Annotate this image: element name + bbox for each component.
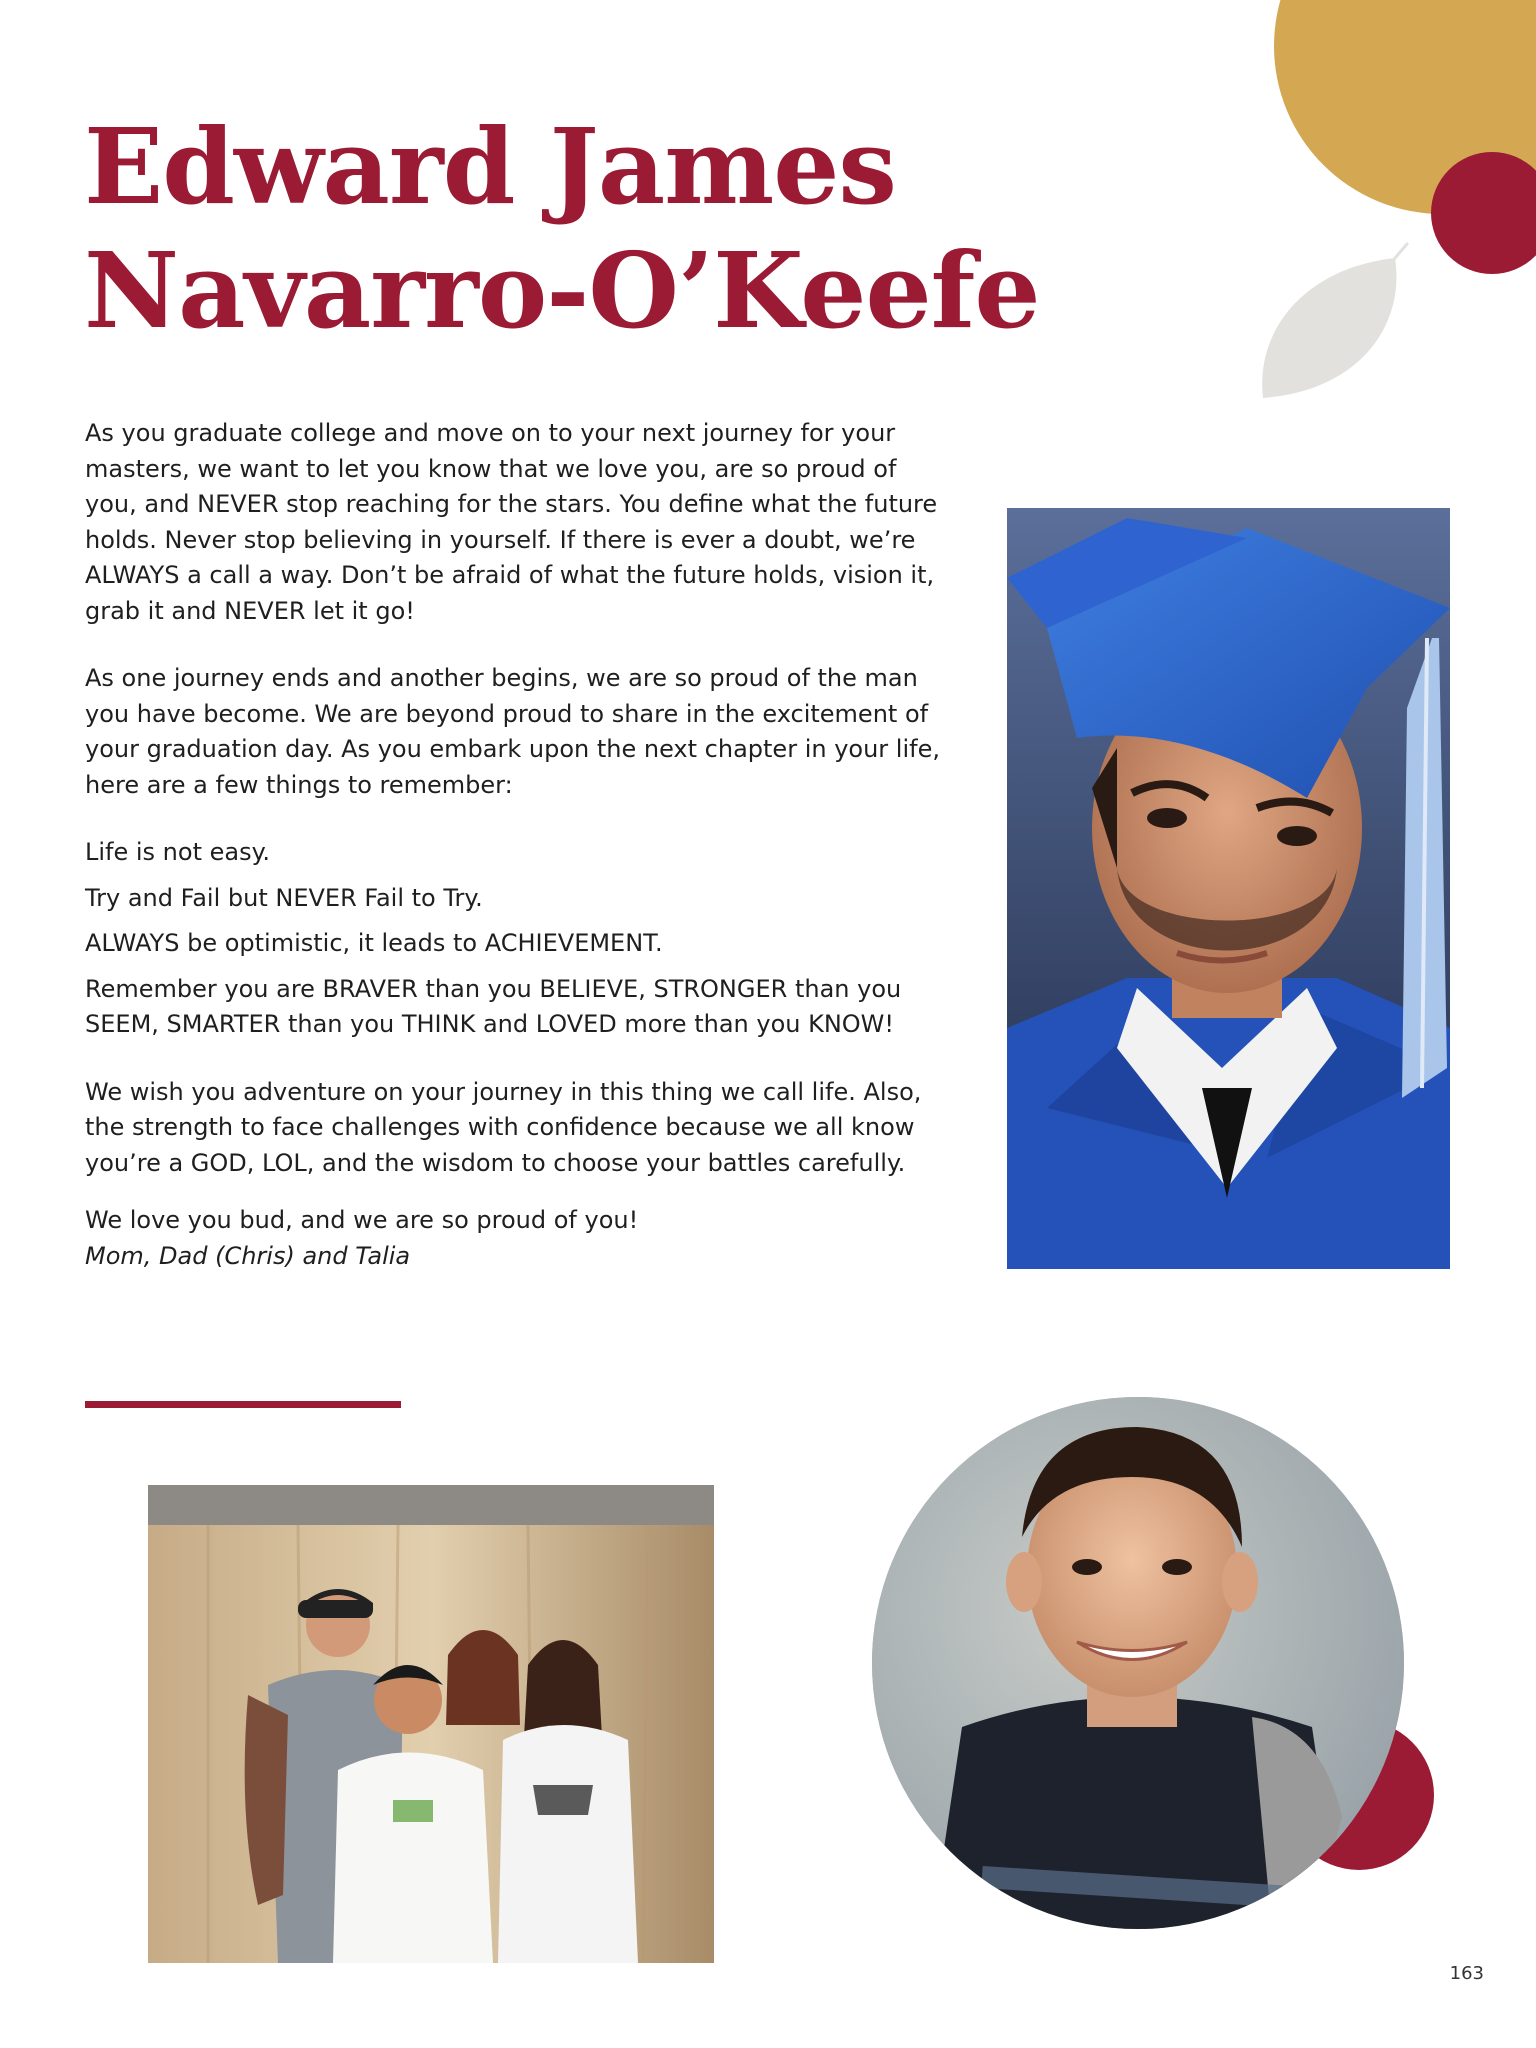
page-number: 163 — [1449, 1963, 1484, 1984]
title-line-1: Edward James — [84, 105, 896, 228]
letter-signature: Mom, Dad (Chris) and Talia — [85, 1241, 411, 1270]
title-line-2: Navarro-O’Keefe — [84, 229, 1040, 352]
reminder-item: Remember you are BRAVER than you BELIEVE, STRONGER than you SEEM, SMARTER than you THINK and LOVED more than you KNOW! — [85, 974, 902, 1038]
letter-closing: We love you bud, and we are so proud of you! — [85, 1206, 639, 1234]
red-circle-decoration — [1431, 152, 1536, 274]
page-title — [84, 105, 1084, 353]
leaf-icon — [1255, 240, 1415, 410]
reminder-item: Try and Fail but NEVER Fail to Try. — [85, 883, 483, 912]
graduation-portrait-photo — [1007, 508, 1450, 1269]
childhood-portrait-photo — [872, 1397, 1404, 1929]
reminder-item: Life is not easy. — [85, 838, 271, 866]
letter-paragraph-1: As you graduate college and move on to your next journey for your masters, we want to let you know that we love you, are so proud of you, and NEVER stop reaching for the stars. You define what the future holds. Never stop believing in yourself. If there is ever a doubt, we’re ALWAYS a call a way. Don’t be afraid of what the future holds, vision it, grab it and NEVER let it go! — [85, 419, 938, 625]
accent-rule — [85, 1401, 401, 1408]
letter-body — [85, 416, 945, 1274]
reminder-item: ALWAYS be optimistic, it leads to ACHIEVEMENT. — [85, 929, 663, 957]
letter-paragraph-2: As one journey ends and another begins, we are so proud of the man you have become. We are beyond proud to share in the excitement of your graduation day. As you embark upon the next chapter in your life, here are a few things to remember: — [85, 664, 940, 799]
letter-paragraph-3: We wish you adventure on your journey in this thing we call life. Also, the strength to face challenges with confidence because we all know you’re a GOD, LOL, and the wisdom to choose your battles carefully. — [85, 1077, 922, 1177]
family-group-photo — [148, 1485, 714, 1963]
